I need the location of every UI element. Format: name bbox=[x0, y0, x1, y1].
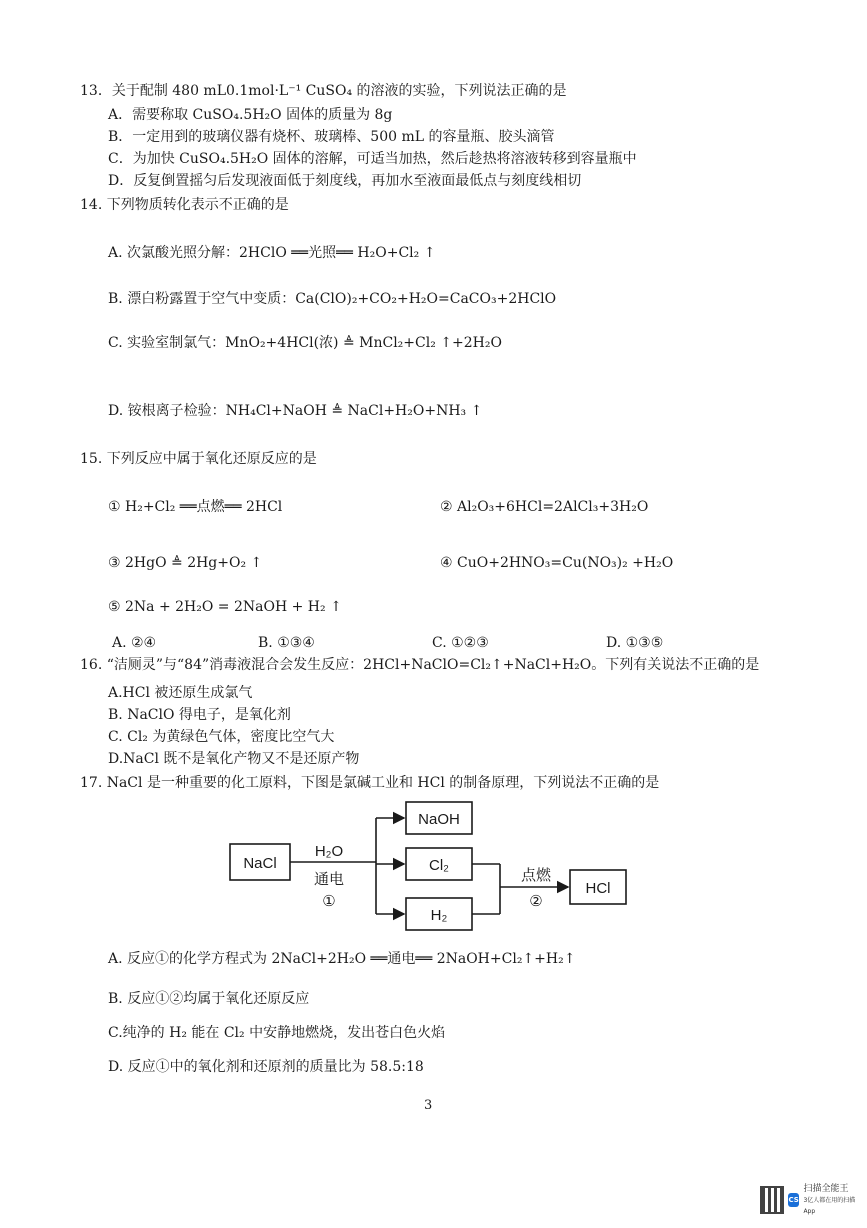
q15-option-a: A. ②④ bbox=[112, 635, 157, 651]
q16-option-a: A.HCl 被还原生成氯气 bbox=[108, 685, 253, 701]
q15-stem: 15. 下列反应中属于氧化还原反应的是 bbox=[80, 451, 317, 467]
q15-option-d: D. ①③⑤ bbox=[606, 635, 664, 651]
label-h2o: H₂O bbox=[314, 843, 344, 860]
q14-stem: 14. 下列物质转化表示不正确的是 bbox=[80, 197, 289, 213]
label-ignite: 点燃 bbox=[520, 867, 552, 884]
q15-option-b: B. ①③④ bbox=[258, 635, 315, 651]
q17-option-a: A. 反应①的化学方程式为 2NaCl+2H₂O ══通电══ 2NaOH+Cl₂↑+H₂↑ bbox=[108, 951, 576, 967]
q16-stem: 16. “洁厕灵”与“84”消毒液混合会发生反应：2HCl+NaClO=Cl₂↑+NaCl+H₂O。下列有关说法不正确的是 bbox=[80, 657, 760, 673]
label-step-1: ① bbox=[322, 893, 336, 910]
q15-option-c: C. ①②③ bbox=[432, 635, 489, 651]
q14-option-a: A. 次氯酸光照分解：2HClO ══光照══ H₂O+Cl₂ ↑ bbox=[108, 245, 436, 261]
watermark-title: 扫描全能王 bbox=[803, 1183, 849, 1194]
qr-code-icon bbox=[760, 1186, 784, 1214]
q13-option-d: D．反复倒置摇匀后发现液面低于刻度线，再加水至液面最低点与刻度线相切 bbox=[108, 173, 582, 189]
q15-reaction-4: ④ CuO+2HNO₃=Cu(NO₃)₂ +H₂O bbox=[440, 555, 674, 571]
label-nacl: NaCl bbox=[243, 855, 277, 872]
q15-reaction-1: ① H₂+Cl₂ ══点燃══ 2HCl bbox=[108, 499, 283, 515]
q14-option-d: D. 铵根离子检验：NH₄Cl+NaOH ≜ NaCl+H₂O+NH₃ ↑ bbox=[108, 403, 483, 419]
label-naoh: NaOH bbox=[418, 811, 460, 828]
q16-option-d: D.NaCl 既不是氧化产物又不是还原产物 bbox=[108, 751, 360, 767]
scanner-watermark bbox=[760, 1178, 856, 1222]
page-number: 3 bbox=[424, 1098, 433, 1113]
q13-option-a: A．需要称取 CuSO₄.5H₂O 固体的质量为 8g bbox=[108, 107, 393, 123]
label-electrolysis: 通电 bbox=[313, 871, 345, 888]
label-step-2: ② bbox=[529, 893, 543, 910]
q14-option-b: B. 漂白粉露置于空气中变质：Ca(ClO)₂+CO₂+H₂O=CaCO₃+2HClO bbox=[108, 291, 557, 307]
watermark-subtitle: 3亿人都在用的扫描App bbox=[803, 1196, 856, 1215]
q15-reaction-3: ③ 2HgO ≜ 2Hg+O₂ ↑ bbox=[108, 555, 263, 571]
q15-reaction-5: ⑤ 2Na + 2H₂O = 2NaOH + H₂ ↑ bbox=[108, 599, 342, 615]
label-h2: H₂ bbox=[430, 907, 448, 924]
q15-reaction-2: ② Al₂O₃+6HCl=2AlCl₃+3H₂O bbox=[440, 499, 649, 515]
q13-stem: 13．关于配制 480 mL0.1mol·L⁻¹ CuSO₄ 的溶液的实验，下列说法正确的是 bbox=[80, 83, 567, 99]
q14-option-c: C. 实验室制氯气：MnO₂+4HCl(浓) ≜ MnCl₂+Cl₂ ↑+2H₂O bbox=[108, 335, 502, 351]
q16-option-c: C. Cl₂ 为黄绿色气体，密度比空气大 bbox=[108, 729, 335, 745]
label-hcl: HCl bbox=[585, 880, 611, 897]
q17-stem: 17. NaCl 是一种重要的化工原料，下图是氯碱工业和 HCl 的制备原理，下列说法不正确的是 bbox=[80, 775, 660, 791]
q13-option-c: C．为加快 CuSO₄.5H₂O 固体的溶解，可适当加热，然后趁热将溶液转移到容量瓶中 bbox=[108, 151, 637, 167]
camscanner-logo-icon: CS bbox=[788, 1193, 800, 1207]
label-cl2: Cl₂ bbox=[429, 857, 449, 874]
q13-option-b: B．一定用到的玻璃仪器有烧杯、玻璃棒、500 mL 的容量瓶、胶头滴管 bbox=[108, 129, 555, 145]
q17-option-b: B. 反应①②均属于氧化还原反应 bbox=[108, 991, 310, 1007]
q17-option-c: C.纯净的 H₂ 能在 Cl₂ 中安静地燃烧，发出苍白色火焰 bbox=[108, 1025, 446, 1041]
q16-option-b: B. NaClO 得电子，是氧化剂 bbox=[108, 707, 291, 723]
q17-option-d: D. 反应①中的氧化剂和还原剂的质量比为 58.5:18 bbox=[108, 1059, 424, 1075]
